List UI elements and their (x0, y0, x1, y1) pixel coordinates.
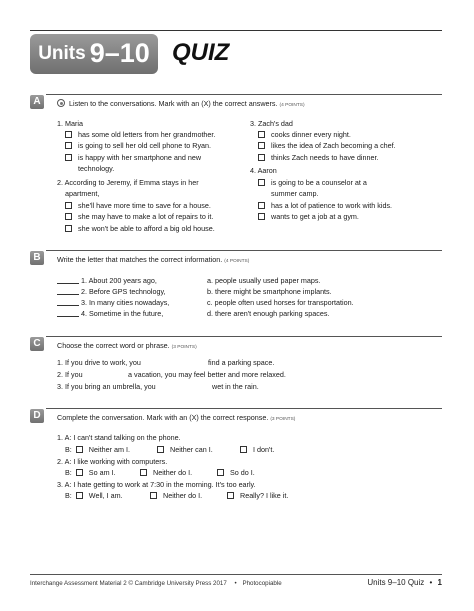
checkbox[interactable] (157, 446, 164, 453)
a-q3-label: 3. Zach's dad (250, 119, 293, 128)
a-q4-option[interactable]: wants to get a job at a gym. (258, 212, 359, 221)
section-a-instruction-text: Listen to the conversations. Mark with an (X) the correct answers. (69, 99, 278, 108)
section-c-instruction (57, 341, 197, 351)
checkbox[interactable] (258, 154, 265, 161)
checkbox[interactable] (65, 142, 72, 149)
section-a-instruction (57, 99, 305, 109)
b-right-item: a. people usually used paper maps. (207, 276, 321, 285)
section-a-rule (46, 94, 442, 95)
section-a-badge: A (30, 95, 44, 109)
section-b-instruction-text: Write the letter that matches the correct information. (57, 255, 223, 264)
section-c-rule (46, 336, 442, 337)
checkbox[interactable] (65, 225, 72, 232)
c-item-3a: 3. If you bring an umbrella, you (57, 382, 156, 391)
d-item-2-opt[interactable]: Neither do I. (140, 468, 192, 477)
section-c-badge: C (30, 337, 44, 351)
b-right-item: d. there aren't enough parking spaces. (207, 309, 330, 318)
a-q2-option[interactable]: she won't be able to afford a big old house. (65, 224, 215, 233)
a-q2-option[interactable]: she'll have more time to save for a house. (65, 201, 211, 210)
d-item-3-opt[interactable]: Really? I like it. (227, 491, 288, 500)
section-a-points: (4 POINTS) (279, 103, 305, 108)
d-item-1-opt[interactable]: I don't. (240, 445, 274, 454)
d-item-2-b: B: So am I. (65, 468, 116, 477)
checkbox[interactable] (65, 154, 72, 161)
answer-blank[interactable] (57, 288, 79, 295)
footer-quiz-name: Units 9–10 Quiz (367, 578, 425, 587)
d-item-1-a: 1. A: I can't stand talking on the phone. (57, 433, 181, 442)
a-q3-option[interactable]: thinks Zach needs to have dinner. (258, 153, 378, 162)
units-badge (30, 34, 158, 74)
section-b-points: (4 POINTS) (224, 259, 250, 264)
quiz-title: QUIZ (172, 39, 230, 66)
answer-blank[interactable] (57, 310, 79, 317)
section-c-points: (3 POINTS) (171, 345, 197, 350)
d-item-3-a: 3. A: I hate getting to work at 7:30 in the morning. It's too early. (57, 480, 256, 489)
section-d-points: (3 POINTS) (270, 417, 296, 422)
footer-copyright: Interchange Assessment Material 2 © Cambridge University Press 2017 • Photocopiable (30, 580, 282, 587)
section-b-instruction (57, 255, 249, 265)
checkbox[interactable] (258, 131, 265, 138)
b-right-item: c. people often used horses for transportation. (207, 298, 354, 307)
d-item-1-opt[interactable]: Neither can I. (157, 445, 213, 454)
a-q4-option[interactable]: is going to be a counselor at a (258, 178, 367, 187)
answer-blank[interactable] (57, 277, 79, 284)
a-q2-label: 2. According to Jeremy, if Emma stays in her (57, 178, 199, 187)
a-q3-option[interactable]: likes the idea of Zach becoming a chef. (258, 141, 396, 150)
d-item-3-opt[interactable]: Neither do I. (150, 491, 202, 500)
b-left-item: 4. Sometime in the future, (57, 309, 163, 318)
section-b-badge: B (30, 251, 44, 265)
checkbox[interactable] (258, 213, 265, 220)
b-left-item: 2. Before GPS technology, (57, 287, 166, 296)
checkbox[interactable] (217, 469, 224, 476)
c-item-1b: find a parking space. (208, 358, 275, 367)
checkbox[interactable] (76, 469, 83, 476)
top-rule (30, 30, 442, 31)
footer-separator-dot: • (234, 580, 237, 587)
a-q1-option-cont: technology. (78, 164, 115, 173)
a-q4-option-cont: summer camp. (271, 189, 319, 198)
a-q4-label: 4. Aaron (250, 166, 277, 175)
a-q1-label: 1. Maria (57, 119, 83, 128)
checkbox[interactable] (76, 446, 83, 453)
d-item-1-b: B: Neither am I. (65, 445, 130, 454)
b-left-item: 3. In many cities nowadays, (57, 298, 169, 307)
a-q1-option[interactable]: is going to sell her old cell phone to Ryan. (65, 141, 211, 150)
checkbox[interactable] (65, 202, 72, 209)
a-q2-option[interactable]: she may have to make a lot of repairs to it. (65, 212, 213, 221)
checkbox[interactable] (258, 179, 265, 186)
footer-sep: • (429, 578, 433, 587)
c-item-1a: 1. If you drive to work, you (57, 358, 141, 367)
section-d-instruction (57, 413, 295, 423)
b-left-item: 1. About 200 years ago, (57, 276, 157, 285)
section-b-rule (46, 250, 442, 251)
a-q4-option[interactable]: has a lot of patience to work with kids. (258, 201, 392, 210)
answer-blank[interactable] (57, 299, 79, 306)
footer-photocopiable: Photocopiable (242, 580, 282, 587)
c-item-3b: wet in the rain. (212, 382, 259, 391)
checkbox[interactable] (258, 142, 265, 149)
checkbox[interactable] (65, 131, 72, 138)
units-word: Units (38, 43, 86, 65)
d-item-2-opt[interactable]: So do I. (217, 468, 255, 477)
b-right-item: b. there might be smartphone implants. (207, 287, 332, 296)
a-q3-option[interactable]: cooks dinner every night. (258, 130, 351, 139)
d-item-3-b: B: Well, I am. (65, 491, 123, 500)
a-q1-option[interactable]: is happy with her smartphone and new (65, 153, 201, 162)
page-number: 1 (437, 578, 442, 587)
units-number: 9–10 (89, 38, 150, 69)
checkbox[interactable] (76, 492, 83, 499)
checkbox[interactable] (258, 202, 265, 209)
d-item-2-a: 2. A: I like working with computers. (57, 457, 168, 466)
audio-icon[interactable] (57, 99, 65, 107)
a-q1-option[interactable]: has some old letters from her grandmother. (65, 130, 215, 139)
section-d-instruction-text: Complete the conversation. Mark with an (X) the correct response. (57, 413, 269, 422)
checkbox[interactable] (240, 446, 247, 453)
section-d-badge: D (30, 409, 44, 423)
section-c-instruction-text: Choose the correct word or phrase. (57, 341, 170, 350)
c-item-2a: 2. If you (57, 370, 83, 379)
footer-page-info (367, 578, 442, 588)
footer-rule (30, 574, 442, 575)
section-d-rule (46, 408, 442, 409)
checkbox[interactable] (140, 469, 147, 476)
checkbox[interactable] (227, 492, 234, 499)
checkbox[interactable] (65, 213, 72, 220)
a-q2-label-cont: apartment, (65, 189, 100, 198)
checkbox[interactable] (150, 492, 157, 499)
c-item-2b: a vacation, you may feel better and more relaxed. (128, 370, 286, 379)
